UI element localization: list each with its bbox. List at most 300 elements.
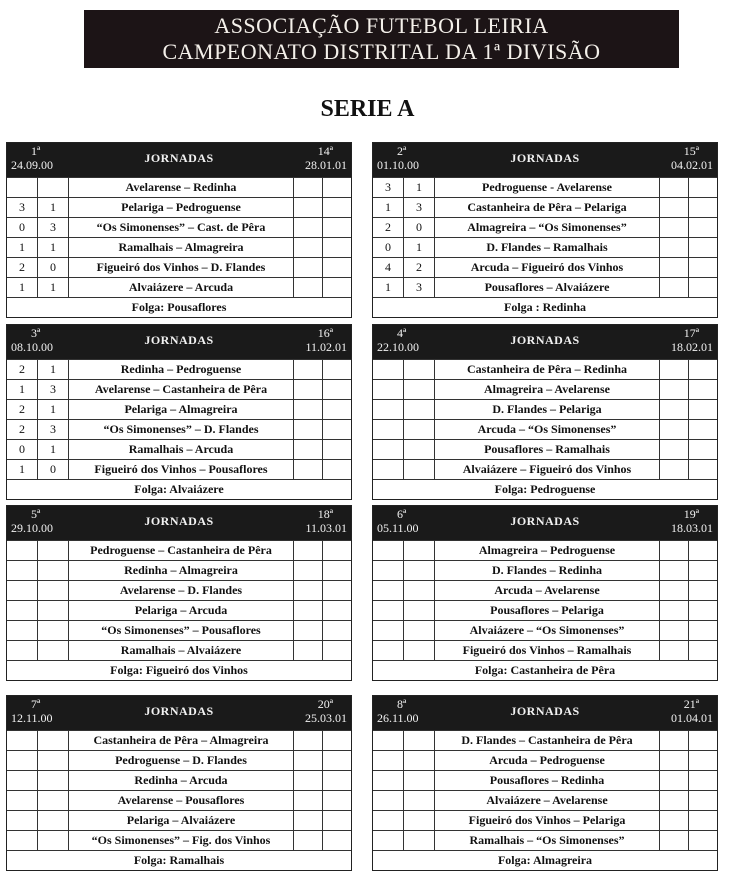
- jornada-table: [372, 142, 718, 318]
- return-home-score: [660, 258, 689, 277]
- match-fixture: Ramalhais – “Os Simonenses”: [435, 831, 660, 850]
- home-score: [373, 791, 404, 810]
- match-row: [7, 620, 351, 640]
- jornada-table: [6, 695, 352, 871]
- return-away-score: [689, 460, 717, 479]
- jornada-header: [373, 325, 717, 359]
- folga-label: Folga : Redinha: [373, 297, 717, 317]
- match-row: [373, 560, 717, 580]
- return-home-score: [294, 258, 323, 277]
- away-score: [404, 460, 435, 479]
- home-score: [7, 831, 38, 850]
- home-score: 2: [7, 400, 38, 419]
- match-row: [7, 419, 351, 439]
- return-away-score: [689, 601, 717, 620]
- away-score: 0: [404, 218, 435, 237]
- away-score: 1: [38, 278, 69, 297]
- home-score: [7, 791, 38, 810]
- return-home-score: [294, 621, 323, 640]
- return-home-score: [660, 731, 689, 750]
- jornadas-label: JORNADAS: [510, 333, 580, 347]
- match-fixture: Ramalhais – Arcuda: [69, 440, 294, 459]
- home-score: [7, 731, 38, 750]
- round-number-left: 4ª: [397, 326, 407, 340]
- home-score: 0: [373, 238, 404, 257]
- return-away-score: [323, 258, 351, 277]
- home-score: [373, 751, 404, 770]
- away-score: [38, 601, 69, 620]
- match-fixture: Redinha – Arcuda: [69, 771, 294, 790]
- return-away-score: [323, 198, 351, 217]
- match-fixture: Almagreira – Avelarense: [435, 380, 660, 399]
- away-score: [404, 751, 435, 770]
- return-home-score: [660, 581, 689, 600]
- match-row: [7, 830, 351, 850]
- away-score: [38, 791, 69, 810]
- match-fixture: Pousaflores – Alvaiázere: [435, 278, 660, 297]
- return-away-score: [689, 440, 717, 459]
- away-score: [38, 751, 69, 770]
- return-away-score: [323, 621, 351, 640]
- return-home-score: [294, 791, 323, 810]
- return-home-score: [660, 218, 689, 237]
- home-score: 1: [7, 278, 38, 297]
- home-score: [373, 561, 404, 580]
- return-home-score: [294, 541, 323, 560]
- match-row: [373, 770, 717, 790]
- away-score: [404, 811, 435, 830]
- match-fixture: Alvaiázere – Figueiró dos Vinhos: [435, 460, 660, 479]
- away-score: [404, 601, 435, 620]
- folga-label: Folga: Ramalhais: [7, 850, 351, 870]
- match-row: [373, 237, 717, 257]
- match-fixture: Almagreira – “Os Simonenses”: [435, 218, 660, 237]
- home-score: 3: [373, 178, 404, 197]
- return-away-score: [323, 420, 351, 439]
- home-score: [7, 178, 38, 197]
- round-date-left: 24.09.00: [11, 158, 53, 172]
- return-away-score: [689, 178, 717, 197]
- home-score: 2: [373, 218, 404, 237]
- home-score: [373, 581, 404, 600]
- round-number-left: 6ª: [397, 507, 407, 521]
- return-home-score: [660, 751, 689, 770]
- return-home-score: [660, 360, 689, 379]
- match-row: [7, 459, 351, 479]
- match-fixture: Pelariga – Pedroguense: [69, 198, 294, 217]
- return-away-score: [689, 400, 717, 419]
- home-score: 4: [373, 258, 404, 277]
- return-home-score: [294, 360, 323, 379]
- jornada-header: [7, 325, 351, 359]
- match-row: [373, 217, 717, 237]
- match-fixture: Castanheira de Pêra – Almagreira: [69, 731, 294, 750]
- jornadas-label: JORNADAS: [510, 704, 580, 718]
- match-fixture: Arcuda – “Os Simonenses”: [435, 420, 660, 439]
- return-home-score: [660, 440, 689, 459]
- match-row: [373, 640, 717, 660]
- match-row: [373, 580, 717, 600]
- round-number-right: 18ª: [317, 507, 333, 521]
- home-score: 1: [373, 278, 404, 297]
- match-fixture: D. Flandes – Castanheira de Pêra: [435, 731, 660, 750]
- round-number-right: 17ª: [683, 326, 699, 340]
- match-fixture: Pelariga – Almagreira: [69, 400, 294, 419]
- return-home-score: [294, 751, 323, 770]
- home-score: [7, 601, 38, 620]
- match-row: [373, 399, 717, 419]
- jornada-table: [6, 142, 352, 318]
- home-score: [7, 541, 38, 560]
- away-score: 2: [404, 258, 435, 277]
- home-score: [373, 360, 404, 379]
- away-score: [404, 791, 435, 810]
- away-score: [404, 440, 435, 459]
- away-score: [404, 621, 435, 640]
- away-score: [404, 420, 435, 439]
- match-fixture: Pousaflores – Pelariga: [435, 601, 660, 620]
- folga-label: Folga: Pedroguense: [373, 479, 717, 499]
- match-row: [373, 459, 717, 479]
- away-score: [38, 641, 69, 660]
- away-score: 3: [38, 380, 69, 399]
- match-row: [7, 790, 351, 810]
- header-banner: [84, 10, 679, 68]
- jornadas-label: JORNADAS: [144, 704, 214, 718]
- match-fixture: Castanheira de Pêra – Redinha: [435, 360, 660, 379]
- return-away-score: [323, 440, 351, 459]
- return-away-score: [689, 258, 717, 277]
- home-score: 0: [7, 218, 38, 237]
- match-fixture: Pedroguense – D. Flandes: [69, 751, 294, 770]
- return-away-score: [689, 791, 717, 810]
- match-fixture: “Os Simonenses” – Cast. de Pêra: [69, 218, 294, 237]
- return-away-score: [689, 731, 717, 750]
- away-score: 0: [38, 258, 69, 277]
- return-away-score: [323, 771, 351, 790]
- match-row: [7, 750, 351, 770]
- match-row: [373, 359, 717, 379]
- match-fixture: Pedroguense – Castanheira de Pêra: [69, 541, 294, 560]
- match-row: [373, 177, 717, 197]
- match-row: [373, 419, 717, 439]
- return-home-score: [660, 601, 689, 620]
- match-fixture: Ramalhais – Almagreira: [69, 238, 294, 257]
- round-date-left: 05.11.00: [377, 521, 419, 535]
- folga-label: Folga: Almagreira: [373, 850, 717, 870]
- home-score: [7, 811, 38, 830]
- round-number-left: 5ª: [31, 507, 41, 521]
- match-fixture: Castanheira de Pêra – Pelariga: [435, 198, 660, 217]
- return-home-score: [660, 621, 689, 640]
- return-home-score: [294, 811, 323, 830]
- return-home-score: [294, 178, 323, 197]
- jornadas-label: JORNADAS: [510, 514, 580, 528]
- match-fixture: Arcuda – Figueiró dos Vinhos: [435, 258, 660, 277]
- return-away-score: [323, 360, 351, 379]
- away-score: 1: [404, 238, 435, 257]
- return-home-score: [660, 420, 689, 439]
- return-home-score: [294, 278, 323, 297]
- return-away-score: [323, 238, 351, 257]
- return-home-score: [294, 831, 323, 850]
- home-score: [373, 400, 404, 419]
- return-home-score: [660, 791, 689, 810]
- match-row: [7, 177, 351, 197]
- home-score: 2: [7, 360, 38, 379]
- match-fixture: Figueiró dos Vinhos – D. Flandes: [69, 258, 294, 277]
- return-home-score: [660, 561, 689, 580]
- match-fixture: Alvaiázere – Avelarense: [435, 791, 660, 810]
- round-number-left: 8ª: [397, 697, 407, 711]
- round-date-right: 25.03.01: [305, 711, 347, 725]
- return-home-score: [660, 541, 689, 560]
- return-away-score: [323, 811, 351, 830]
- home-score: 1: [373, 198, 404, 217]
- away-score: [38, 811, 69, 830]
- match-fixture: Ramalhais – Alvaiázere: [69, 641, 294, 660]
- return-home-score: [660, 811, 689, 830]
- home-score: 3: [7, 198, 38, 217]
- match-fixture: Arcuda – Pedroguense: [435, 751, 660, 770]
- return-home-score: [294, 440, 323, 459]
- away-score: [404, 731, 435, 750]
- return-away-score: [323, 541, 351, 560]
- match-row: [7, 640, 351, 660]
- round-number-right: 15ª: [683, 144, 699, 158]
- match-row: [373, 197, 717, 217]
- return-away-score: [689, 238, 717, 257]
- away-score: [404, 360, 435, 379]
- match-row: [373, 540, 717, 560]
- return-home-score: [660, 641, 689, 660]
- return-home-score: [660, 178, 689, 197]
- home-score: 1: [7, 460, 38, 479]
- round-date-right: 11.02.01: [305, 340, 347, 354]
- match-row: [7, 730, 351, 750]
- match-fixture: “Os Simonenses” – D. Flandes: [69, 420, 294, 439]
- away-score: [38, 621, 69, 640]
- jornada-table: [372, 695, 718, 871]
- home-score: [373, 811, 404, 830]
- jornadas-label: JORNADAS: [144, 151, 214, 165]
- match-fixture: Avelarense – Redinha: [69, 178, 294, 197]
- match-row: [373, 830, 717, 850]
- match-fixture: D. Flandes – Ramalhais: [435, 238, 660, 257]
- return-home-score: [660, 831, 689, 850]
- match-fixture: Figueiró dos Vinhos – Pelariga: [435, 811, 660, 830]
- match-fixture: Avelarense – Pousaflores: [69, 791, 294, 810]
- jornadas-label: JORNADAS: [510, 151, 580, 165]
- return-home-score: [294, 380, 323, 399]
- return-away-score: [323, 601, 351, 620]
- return-home-score: [660, 771, 689, 790]
- jornada-table: [6, 324, 352, 500]
- away-score: 1: [38, 360, 69, 379]
- away-score: [404, 771, 435, 790]
- round-date-left: 12.11.00: [11, 711, 53, 725]
- return-home-score: [294, 198, 323, 217]
- folga-label: Folga: Alvaiázere: [7, 479, 351, 499]
- away-score: 3: [404, 278, 435, 297]
- match-fixture: D. Flandes – Redinha: [435, 561, 660, 580]
- return-away-score: [323, 831, 351, 850]
- away-score: [404, 380, 435, 399]
- return-home-score: [660, 380, 689, 399]
- round-number-right: 14ª: [317, 144, 333, 158]
- return-away-score: [689, 360, 717, 379]
- match-row: [373, 439, 717, 459]
- home-score: [373, 601, 404, 620]
- return-away-score: [323, 581, 351, 600]
- away-score: 1: [38, 440, 69, 459]
- away-score: [38, 178, 69, 197]
- away-score: [404, 831, 435, 850]
- return-away-score: [323, 380, 351, 399]
- home-score: [7, 771, 38, 790]
- jornada-table: [372, 505, 718, 681]
- round-number-right: 21ª: [683, 697, 699, 711]
- round-number-left: 3ª: [31, 326, 41, 340]
- match-row: [7, 770, 351, 790]
- jornadas-label: JORNADAS: [144, 514, 214, 528]
- folga-label: Folga: Pousaflores: [7, 297, 351, 317]
- return-home-score: [660, 198, 689, 217]
- match-row: [373, 620, 717, 640]
- association-title: ASSOCIAÇÃO FUTEBOL LEIRIA: [214, 13, 549, 38]
- away-score: 1: [38, 400, 69, 419]
- return-home-score: [294, 218, 323, 237]
- match-row: [7, 560, 351, 580]
- away-score: [404, 541, 435, 560]
- match-row: [7, 540, 351, 560]
- match-row: [373, 257, 717, 277]
- home-score: [373, 380, 404, 399]
- return-home-score: [294, 581, 323, 600]
- match-row: [7, 810, 351, 830]
- away-score: 0: [38, 460, 69, 479]
- home-score: [7, 621, 38, 640]
- match-row: [7, 257, 351, 277]
- match-row: [373, 750, 717, 770]
- home-score: [373, 541, 404, 560]
- home-score: [373, 621, 404, 640]
- home-score: [373, 460, 404, 479]
- home-score: [373, 641, 404, 660]
- return-away-score: [689, 831, 717, 850]
- match-fixture: Alvaiázere – “Os Simonenses”: [435, 621, 660, 640]
- away-score: 1: [38, 238, 69, 257]
- home-score: 2: [7, 258, 38, 277]
- home-score: 2: [7, 420, 38, 439]
- return-away-score: [689, 380, 717, 399]
- match-row: [7, 277, 351, 297]
- home-score: 0: [7, 440, 38, 459]
- return-home-score: [294, 771, 323, 790]
- jornada-header: [7, 506, 351, 540]
- match-fixture: Pedroguense - Avelarense: [435, 178, 660, 197]
- return-away-score: [689, 621, 717, 640]
- match-row: [7, 439, 351, 459]
- return-away-score: [689, 218, 717, 237]
- return-away-score: [689, 561, 717, 580]
- away-score: [38, 581, 69, 600]
- return-away-score: [323, 400, 351, 419]
- match-row: [7, 399, 351, 419]
- round-number-right: 20ª: [317, 697, 333, 711]
- round-date-left: 01.10.00: [377, 158, 419, 172]
- away-score: [38, 561, 69, 580]
- match-fixture: Avelarense – D. Flandes: [69, 581, 294, 600]
- match-row: [373, 379, 717, 399]
- match-fixture: Pelariga – Alvaiázere: [69, 811, 294, 830]
- match-fixture: Pousaflores – Ramalhais: [435, 440, 660, 459]
- round-date-right: 18.03.01: [671, 521, 713, 535]
- return-away-score: [689, 198, 717, 217]
- match-row: [373, 790, 717, 810]
- return-away-score: [689, 278, 717, 297]
- return-home-score: [660, 238, 689, 257]
- away-score: 3: [38, 218, 69, 237]
- away-score: 3: [38, 420, 69, 439]
- home-score: [7, 751, 38, 770]
- match-fixture: Figueiró dos Vinhos – Ramalhais: [435, 641, 660, 660]
- jornada-table: [372, 324, 718, 500]
- away-score: [404, 581, 435, 600]
- match-row: [373, 600, 717, 620]
- return-home-score: [294, 731, 323, 750]
- return-away-score: [689, 541, 717, 560]
- match-row: [7, 359, 351, 379]
- round-date-left: 08.10.00: [11, 340, 53, 354]
- round-date-right: 11.03.01: [305, 521, 347, 535]
- round-date-right: 01.04.01: [671, 711, 713, 725]
- return-away-score: [323, 178, 351, 197]
- return-home-score: [660, 400, 689, 419]
- match-fixture: D. Flandes – Pelariga: [435, 400, 660, 419]
- away-score: [404, 400, 435, 419]
- return-away-score: [689, 771, 717, 790]
- home-score: [373, 420, 404, 439]
- return-home-score: [294, 460, 323, 479]
- championship-title: CAMPEONATO DISTRITAL DA 1ª DIVISÃO: [162, 39, 601, 64]
- away-score: [38, 771, 69, 790]
- return-away-score: [323, 218, 351, 237]
- jornada-table: [6, 505, 352, 681]
- serie-title: SERIE A: [320, 96, 415, 122]
- home-score: [373, 831, 404, 850]
- return-home-score: [294, 400, 323, 419]
- away-score: 1: [38, 198, 69, 217]
- match-fixture: Figueiró dos Vinhos – Pousaflores: [69, 460, 294, 479]
- match-fixture: Alvaiázere – Arcuda: [69, 278, 294, 297]
- jornadas-label: JORNADAS: [144, 333, 214, 347]
- match-row: [7, 600, 351, 620]
- folga-label: Folga: Figueiró dos Vinhos: [7, 660, 351, 680]
- match-fixture: Redinha – Pedroguense: [69, 360, 294, 379]
- home-score: 1: [7, 238, 38, 257]
- away-score: [404, 641, 435, 660]
- round-number-left: 7ª: [31, 697, 41, 711]
- return-home-score: [294, 601, 323, 620]
- match-fixture: Almagreira – Pedroguense: [435, 541, 660, 560]
- return-away-score: [323, 731, 351, 750]
- folga-label: Folga: Castanheira de Pêra: [373, 660, 717, 680]
- away-score: 1: [404, 178, 435, 197]
- home-score: [373, 771, 404, 790]
- match-row: [373, 730, 717, 750]
- round-date-right: 28.01.01: [305, 158, 347, 172]
